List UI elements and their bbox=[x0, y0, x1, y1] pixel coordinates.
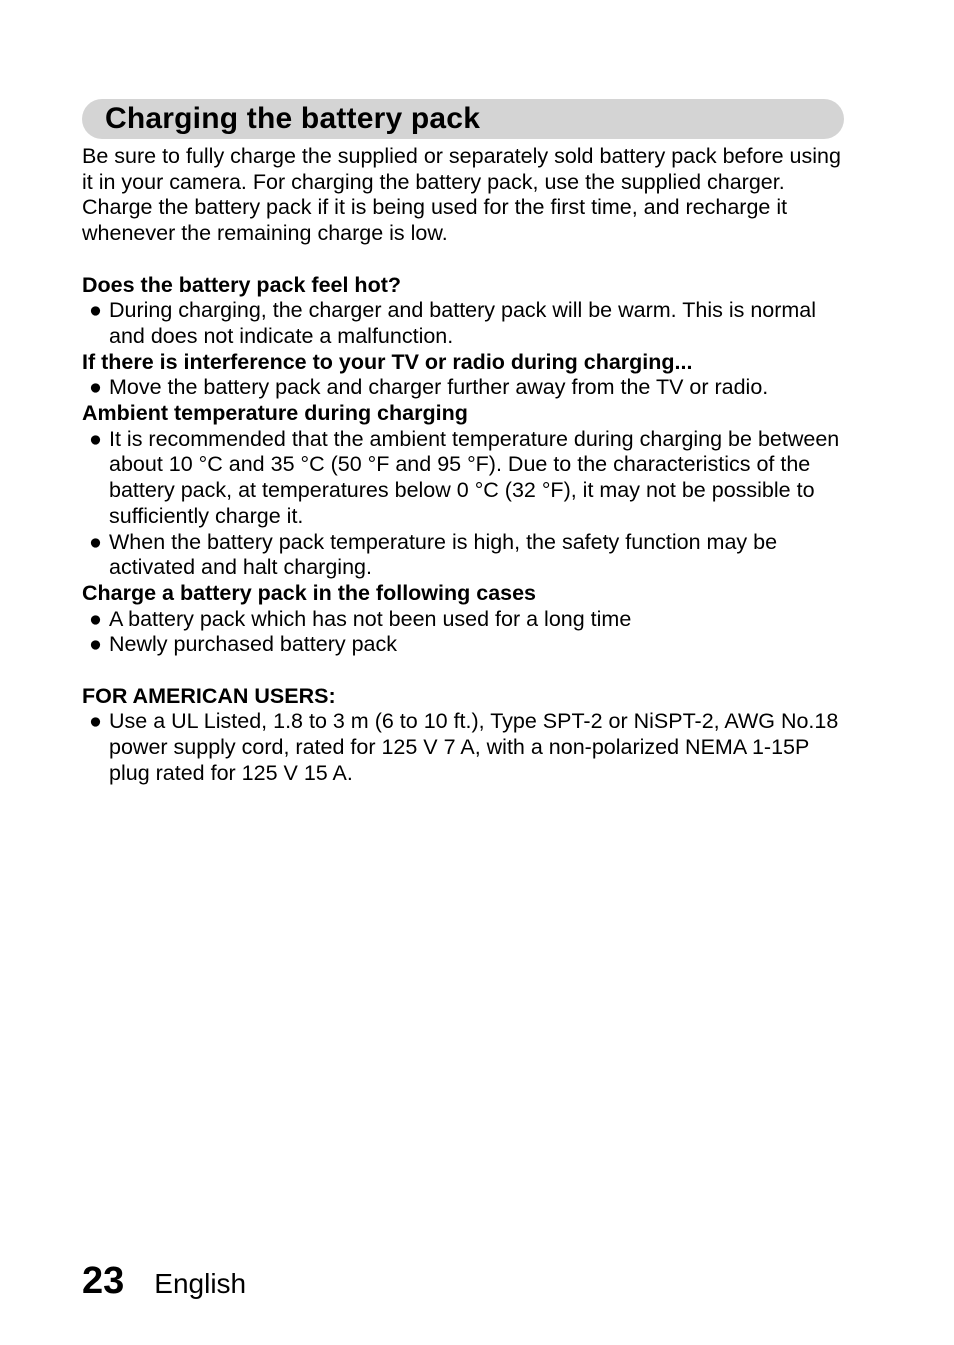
bullet-list-american-users bbox=[82, 709, 852, 786]
list-item-text: Newly purchased battery pack bbox=[109, 632, 398, 657]
intro-paragraph-2: Charge the battery pack if it is being used for the first time, and recharge it whenever the remaining charge is low. bbox=[82, 195, 788, 246]
subheading-interference: If there is interference to your TV or radio during charging... bbox=[82, 349, 693, 374]
language-label: English bbox=[154, 1268, 247, 1299]
list-item-text: It is recommended that the ambient temperature during charging be between about 10 °C and 35 °C (50 °F and 95 °F). Due to the characteristics of the battery pack, at temperatures below 0 °C (32 °F), it may not be possible to sufficiently charge it. bbox=[109, 426, 840, 528]
list-item bbox=[82, 607, 852, 633]
list-item bbox=[82, 709, 852, 786]
list-item-text: A battery pack which has not been used for a long time bbox=[109, 606, 632, 631]
list-item bbox=[82, 632, 852, 658]
list-item bbox=[82, 298, 852, 349]
intro-paragraph-1: Be sure to fully charge the supplied or separately sold battery pack before using it in your camera. For charging the battery pack, use the supplied charger. bbox=[82, 144, 841, 194]
subheading-charge-cases: Charge a battery pack in the following cases bbox=[82, 580, 537, 605]
list-item-text: When the battery pack temperature is high, the safety function may be activated and halt charging. bbox=[109, 529, 778, 580]
list-item-text: Use a UL Listed, 1.8 to 3 m (6 to 10 ft.), Type SPT-2 or NiSPT-2, AWG No.18 power supply cord, rated for 125 V 7 A, with a non-polarized NEMA 1-15P plug rated for 125 V 15 A. bbox=[109, 709, 839, 785]
subheading-ambient-temperature: Ambient temperature during charging bbox=[82, 401, 468, 426]
bullet-icon: ● bbox=[89, 375, 102, 400]
page-footer bbox=[82, 1257, 246, 1308]
bullet-icon: ● bbox=[89, 632, 102, 657]
bullet-icon: ● bbox=[89, 529, 102, 554]
list-item bbox=[82, 375, 852, 401]
list-item bbox=[82, 427, 852, 530]
bullet-list-battery-hot bbox=[82, 298, 852, 349]
bullet-list-interference bbox=[82, 375, 852, 401]
subheading-american-users: FOR AMERICAN USERS: bbox=[82, 683, 336, 708]
list-item bbox=[82, 530, 852, 581]
page-number: 23 bbox=[82, 1260, 125, 1302]
bullet-icon: ● bbox=[89, 606, 102, 631]
bullet-icon: ● bbox=[89, 426, 102, 451]
list-item-text: During charging, the charger and battery pack will be warm. This is normal and does not indicate a malfunction. bbox=[109, 298, 817, 348]
bullet-icon: ● bbox=[89, 709, 102, 734]
section-title-bar bbox=[82, 99, 844, 139]
spacer bbox=[82, 247, 852, 273]
spacer bbox=[82, 658, 852, 684]
bullet-icon: ● bbox=[89, 298, 102, 323]
page-title: Charging the battery pack bbox=[105, 102, 481, 135]
bullet-list-charge-cases bbox=[82, 607, 852, 658]
page-content bbox=[82, 144, 852, 787]
list-item-text: Move the battery pack and charger further away from the TV or radio. bbox=[109, 375, 769, 400]
bullet-list-ambient-temperature bbox=[82, 427, 852, 581]
subheading-battery-hot: Does the battery pack feel hot? bbox=[82, 272, 401, 297]
